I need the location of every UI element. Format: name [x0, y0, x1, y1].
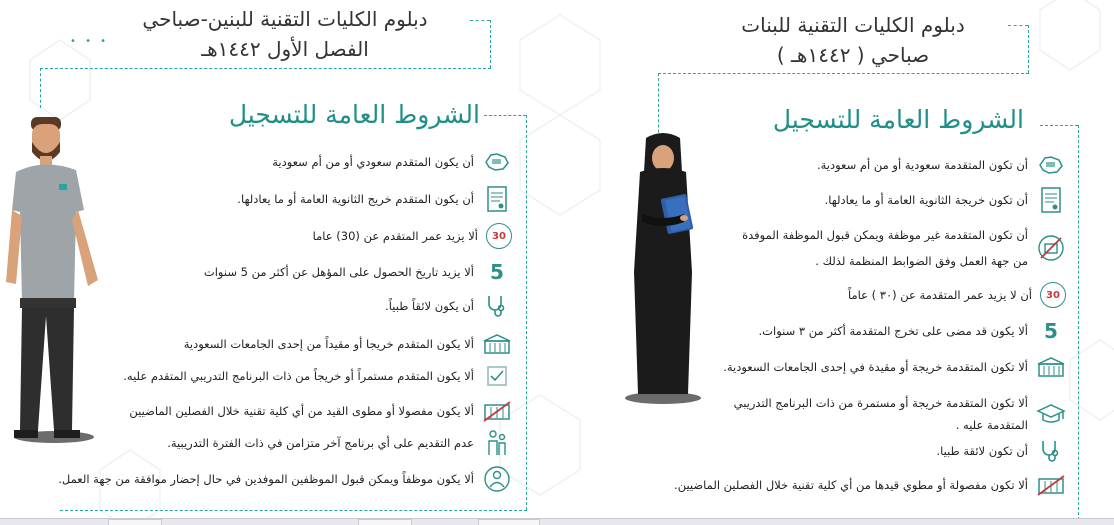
requirement-text: أن تكون خريجة الثانوية العامة أو ما يعادلها. [824, 193, 1028, 207]
section-frame-bottom [60, 510, 527, 511]
requirement-row [728, 222, 1066, 274]
certificate-icon [482, 184, 512, 214]
bottom-tab-strip [0, 518, 1114, 525]
requirement-text: ألا تكون المتقدمة خريجة أو مستمرة من ذات البرنامج التدريبي المتقدمة عليه . [733, 396, 1028, 432]
stethoscope-icon [1036, 436, 1066, 466]
requirement-row [129, 396, 512, 426]
section-frame-right [526, 115, 527, 510]
section-frame-top [484, 115, 526, 116]
saudi-id-icon [482, 147, 512, 177]
employee-icon [482, 464, 512, 494]
requirement-text: عدم التقديم على أي برنامج آخر متزامن في ذات الفترة التدريبية. [167, 436, 474, 450]
bottom-tab[interactable] [358, 519, 412, 525]
header-title [100, 4, 470, 64]
requirement-row [272, 147, 512, 177]
people-icon [482, 428, 512, 458]
requirement-row [385, 291, 512, 321]
requirement-row [167, 428, 512, 458]
bottom-tab[interactable] [108, 519, 162, 525]
requirement-row [58, 464, 512, 494]
female-student-illustration [618, 132, 708, 407]
requirement-text: أن لا يزيد عمر المتقدمة عن (٣٠ ) عاماً [847, 288, 1032, 302]
requirement-text: ألا تكون المتقدمة خريجة أو مقيدة في إحدى الجامعات السعودية. [723, 360, 1028, 374]
university-icon [1036, 352, 1066, 382]
requirement-row [936, 436, 1066, 466]
age-30-icon: 30 [1040, 282, 1066, 308]
header-frame-bottom [40, 68, 491, 69]
no-employment-icon [1036, 233, 1066, 263]
section-frame-right [1078, 125, 1079, 520]
checkbox-icon [482, 361, 512, 391]
bottom-tab[interactable] [478, 519, 540, 525]
header-frame-right [1028, 25, 1029, 73]
certificate-icon [1036, 185, 1066, 215]
requirement-text: ألا يكون المتقدم مستمراً أو خريجاً من ذات البرنامج التدريبي المتقدم عليه. [123, 369, 474, 383]
requirement-text: ألا تكون مفصولة أو مطوي قيدها من أي كلية تقنية خلال الفصلين الماضيين. [674, 478, 1028, 492]
five-years-icon: 5 [490, 260, 504, 284]
requirement-row [759, 316, 1066, 346]
header-title [698, 10, 1008, 70]
requirement-row [184, 329, 512, 359]
header-line-2: صباحي ( ١٤٤٢هـ ) [776, 43, 930, 67]
graduation-cap-icon [1036, 399, 1066, 429]
header-frame-top [1008, 25, 1028, 26]
left-panel-male-diploma [0, 0, 556, 525]
saudi-id-icon [1036, 150, 1066, 180]
requirement-row [674, 470, 1066, 500]
requirement-text: ألا يزيد عمر المتقدم عن (30) عاما [312, 229, 478, 243]
header-line-2: الفصل الأول ١٤٤٢هـ [201, 37, 369, 61]
requirement-row [728, 392, 1066, 436]
requirement-row [237, 184, 512, 214]
requirement-text: ألا يكون المتقدم خريجا أو مقيداً من إحدى الجامعات السعودية [183, 337, 474, 351]
requirement-row [204, 257, 512, 287]
requirement-text: أن يكون المتقدم خريج الثانوية العامة أو ما يعادلها. [237, 192, 474, 206]
requirement-text: ألا يكون مفصولا أو مطوى القيد من أي كلية تقنية خلال الفصلين الماضيين [129, 404, 474, 418]
header-frame-left [40, 68, 41, 108]
requirement-text: أن تكون المتقدمة سعودية أو من أم سعودية. [816, 158, 1028, 172]
five-years-icon: 5 [1044, 319, 1058, 343]
header-frame-bottom [658, 73, 1029, 74]
requirement-text: أن تكون المتقدمة غير موظفة ويمكن قبول الموظفة الموفدة من جهة العمل وفق الضوابط المنظمة لذلك . [742, 228, 1028, 268]
requirement-row [313, 223, 512, 249]
crossed-building-icon [482, 396, 512, 426]
section-title: الشروط العامة للتسجيل [772, 105, 1024, 134]
header-frame-right [490, 20, 491, 68]
requirement-text: ألا يزيد تاريخ الحصول على المؤهل عن أكثر من 5 سنوات [203, 265, 474, 279]
requirement-row [817, 150, 1066, 180]
requirement-text: أن يكون لائقاً طبياً. [385, 299, 474, 313]
requirement-text: ألا يكون موظفاً ويمكن قبول الموظفين الموفدين في حال إحضار موافقة من جهة العمل. [58, 472, 474, 486]
header-line-1: دبلوم الكليات التقنية للبنات [741, 13, 965, 37]
section-frame-top [1040, 125, 1078, 126]
requirement-row [825, 185, 1066, 215]
header-frame-top [470, 20, 490, 21]
header-line-1: دبلوم الكليات التقنية للبنين-صباحي [142, 7, 428, 31]
requirement-text: أن يكون المتقدم سعودي أو من أم سعودية [272, 155, 474, 169]
requirement-row [123, 361, 512, 391]
university-icon [482, 329, 512, 359]
section-title: الشروط العامة للتسجيل [228, 100, 480, 129]
requirement-row [723, 352, 1066, 382]
age-30-icon: 30 [486, 223, 512, 249]
stethoscope-icon [482, 291, 512, 321]
requirement-row [848, 282, 1066, 308]
right-panel-female-diploma [558, 0, 1114, 525]
crossed-building-icon [1036, 470, 1066, 500]
header-dots: • • • [70, 36, 110, 47]
requirement-text: ألا يكون قد مضى على تخرج المتقدمة أكثر من ٣ سنوات. [758, 324, 1028, 338]
male-student-illustration [4, 112, 104, 447]
requirement-text: أن تكون لائقة طبيا. [936, 444, 1028, 458]
